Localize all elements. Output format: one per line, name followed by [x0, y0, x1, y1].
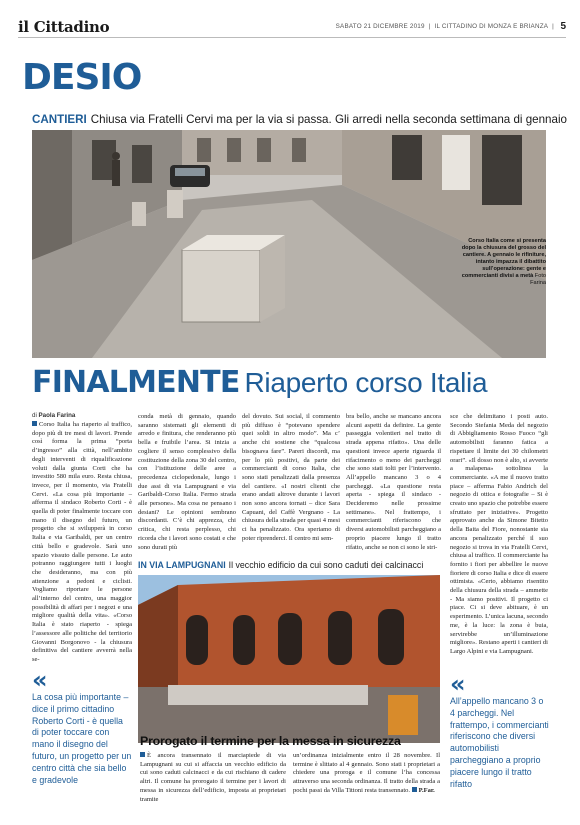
- issue-date: SABATO 21 DICEMBRE 2019: [335, 23, 425, 30]
- inset-column-2: [293, 752, 440, 802]
- pull-quote-right: All’appello mancano 3 o 4 parcheggi. Nel frattempo, i commercianti riferiscono che diversi automobilisti parcheggiano a proprio piacere lungo il tratto rifatto: [450, 696, 549, 789]
- inset-column-1-text: È ancora transennato il marciapiede di via Lampugnani su cui si affaccia un vecchio edificio da cui sono caduti calcinacci e da cui rischiano di cadere altri. Il comune ha prorogato il termine per i lavori di messa in sicurezza dell’edificio, imposta ai proprietari tramite: [140, 752, 286, 803]
- inset-kicker-text: Il vecchio edificio da cui sono caduti dei calcinacci: [228, 560, 424, 570]
- quote-mark-icon: «: [32, 666, 48, 694]
- column-5-text: sce che delimitano i posti auto. Secondo Stefania Meda del negozio di Abbigliamento Rosso Fuoco “gli automobilisti faranno fatica a rispettare il limite dei 30 chilometri orari”. «Il dosso non è alto, si avverte a malapena» sottolinea la commerciante. «A me il nuovo tratto piace – afferma Fabio Andrich del negozio di ottica e fotografie – Si è creato uno spazio che potrebbe essere sfruttato per iniziative». Progetto approvato anche da Simone Bitetto della Baita del Fiore, nonostante sia ancora penalizzato perché il suo negozio si trova in via Fratelli Cervi, chiusa al traffico. Il commerciante ha fornito i fiori per abbellire le nuove fioriere di corso Italia e dice di essere ottimista. «Certo, abbiamo risentito della chiusura della strada – ammette - Ma siamo positivi. Il progetto ci piace. Ci si deve abituare, è un esperimento. L’unica lacuna, secondo me, è la luce: la zona è buia, servirebbe un’illuminazione migliore». Restano aperti i cantieri di Largo Alpini e via Lampugnani.: [450, 413, 548, 655]
- article-column-3: [242, 413, 340, 553]
- article-column-4: [346, 413, 441, 553]
- newspaper-logo: il Cittadino: [18, 18, 110, 36]
- inset-kicker: IN VIA LAMPUGNANI: [138, 560, 226, 570]
- lead-square-icon: [32, 421, 37, 426]
- column-4-text: bra bello, anche se mancano ancora alcuni aspetti da definire. La gente passeggia volentieri nel tratto di strada appena rifatto». Una delle questioni invece aperte riguarda il rifacimento o meno dei parcheggi che sono stati tolti per l’intervento. All’appello mancano 3 o 4 parcheggi. «La questione resta aperta - spiega il sindaco - Decideremo nelle prossime settimane». Nel frattempo, i commercianti riferiscono che diversi automobilisti parcheggiano a proprio piacere lungo il tratto rifatto, anche se non ci sono le stri-: [346, 413, 441, 551]
- inset-photo-building: [138, 575, 440, 743]
- inset-subhead: [138, 560, 440, 570]
- column-1-text: Corso Italia ha riaperto al traffico, dopo più di tre mesi di lavori. Prende così forma la prima “porta d’ingresso” alla città, nell’ambito degli interventi di riqualificazione voluti dalla giunta Corti che ha investito 580 mila euro. Resta chiusa, invece, per il momento, via Fratelli Cervi. «La cosa più importante – afferma il sindaco Roberto Corti - è quella di poter finalmente toccare con mano il disegno del futuro, un progetto che si svilupperà in corso Italia e via Garibaldi, per un centro città bello e gradevole. Sarà uno spazio vissuto dalle persone. Le auto potranno raggiungere tutti i luoghi che desideranno, ma con più attenzione a pedoni e ciclisti. Vogliamo riportare le persone all’interno del centro, una maggior possibilità di affari per i negozi e una migliore qualità della vita». «Corso Italia è stato riaperto - spiega l’assessore alle politiche del territorio Giovanni Borgonovo - la chiusura definitiva del cantiere avverrà nella se-: [32, 421, 132, 663]
- headline-main: FINALMENTE: [32, 365, 240, 400]
- inset-headline: Prorogato il termine per la messa in sicurezza: [140, 734, 401, 748]
- masthead-meta: SABATO 21 DICEMBRE 2019 | IL CITTADINO DI MONZA E BRIANZA |: [332, 23, 554, 30]
- inset-column-1: [140, 752, 286, 802]
- lead-square-icon: [140, 752, 145, 757]
- column-3-text: del dovuto. Sui social, il commento più diffuso è “potevano spendere quei soldi in altro modo”. Ma c’ anche chi sostiene che “qualcosa bisognava fare”. Pareri discordi, ma per lo più positivi, da parte dei commercianti di corso Italia, che sono stati penalizzati dalla presenza del cantiere. «I nostri clienti che erano andati altrove durante i lavori non sono ancora tornati – dice Sara Capuani, del Caffè Vergnano - La chiusura della strada per quasi 4 mesi ci ha penalizzato. Ora speriamo di poter riprenderci. Il centro mi sem-: [242, 413, 340, 542]
- inset-column-2-text: un’ordinanza inizialmente entro il 28 novembre. Il termine è slittato al 4 gennaio. Sono stati i proprietari a chiedere una proroga e il comune l’ha concessa attraverso una seconda ordinanza. Il tratto della strada a pochi passi da Villa Tittoni resta transennato.: [293, 752, 440, 794]
- column-2-text: conda metà di gennaio, quando saranno sistemati gli elementi di arredo e finitura, che renderanno più bella e fruibile l’area. Si inizia a cogliere il senso complessivo della costituzione della zona 30 del centro, con l’istituzione delle aree a precedenza ciclopedonale, lungo i due assi di via Lampugnani e via Garibaldi-Corso Italia. Fermo strada alle persone». Ma cosa ne pensano i desiani? Le opinioni sembrano discordanti. C’è chi apprezza, chi critica, chi resta perplesso, chi ricorda che i lavori sono costati e che sono durati più: [138, 413, 236, 551]
- article-column-5: [450, 413, 548, 685]
- subhead-kicker: CANTIERI: [32, 113, 87, 126]
- page-number: 5: [560, 21, 566, 32]
- byline-prefix: di: [32, 412, 39, 419]
- photo-caption: [458, 238, 546, 287]
- publication-name: IL CITTADINO DI MONZA E BRIANZA: [434, 23, 549, 30]
- headline-sub: Riaperto corso Italia: [244, 367, 488, 398]
- pull-quote-left: La cosa più importante – dice il primo cittadino Roberto Corti - è quella di poter toccare con mano il disegno del futuro, un progetto per un centro città che sia bello e gradevole: [32, 692, 132, 785]
- byline: [32, 412, 75, 419]
- byline-author: Paola Farina: [38, 412, 76, 419]
- article-column-2: [138, 413, 236, 553]
- subhead-text: Chiusa via Fratelli Cervi ma per la via si passa. Gli arredi nella seconda settimana di gennaio: [90, 113, 567, 126]
- article-subhead: [32, 113, 567, 126]
- inset-signature: P.Far.: [418, 786, 435, 794]
- quote-mark-icon: «: [450, 670, 466, 698]
- caption-text: Corso Italia come si presenta dopo la chiusura del grosso del cantiere. A gennaio le rifiniture, intanto impazza il dibattito sull’operazione: gente e commercianti divisi a metà: [461, 238, 546, 279]
- end-square-icon: [412, 787, 417, 792]
- article-headline: [32, 366, 552, 405]
- caption-credit: Foto Farina: [530, 273, 546, 286]
- section-title: DESIO: [22, 57, 142, 98]
- masthead: [18, 20, 566, 38]
- building-illustration: [138, 575, 440, 743]
- article-column-1: [32, 421, 132, 663]
